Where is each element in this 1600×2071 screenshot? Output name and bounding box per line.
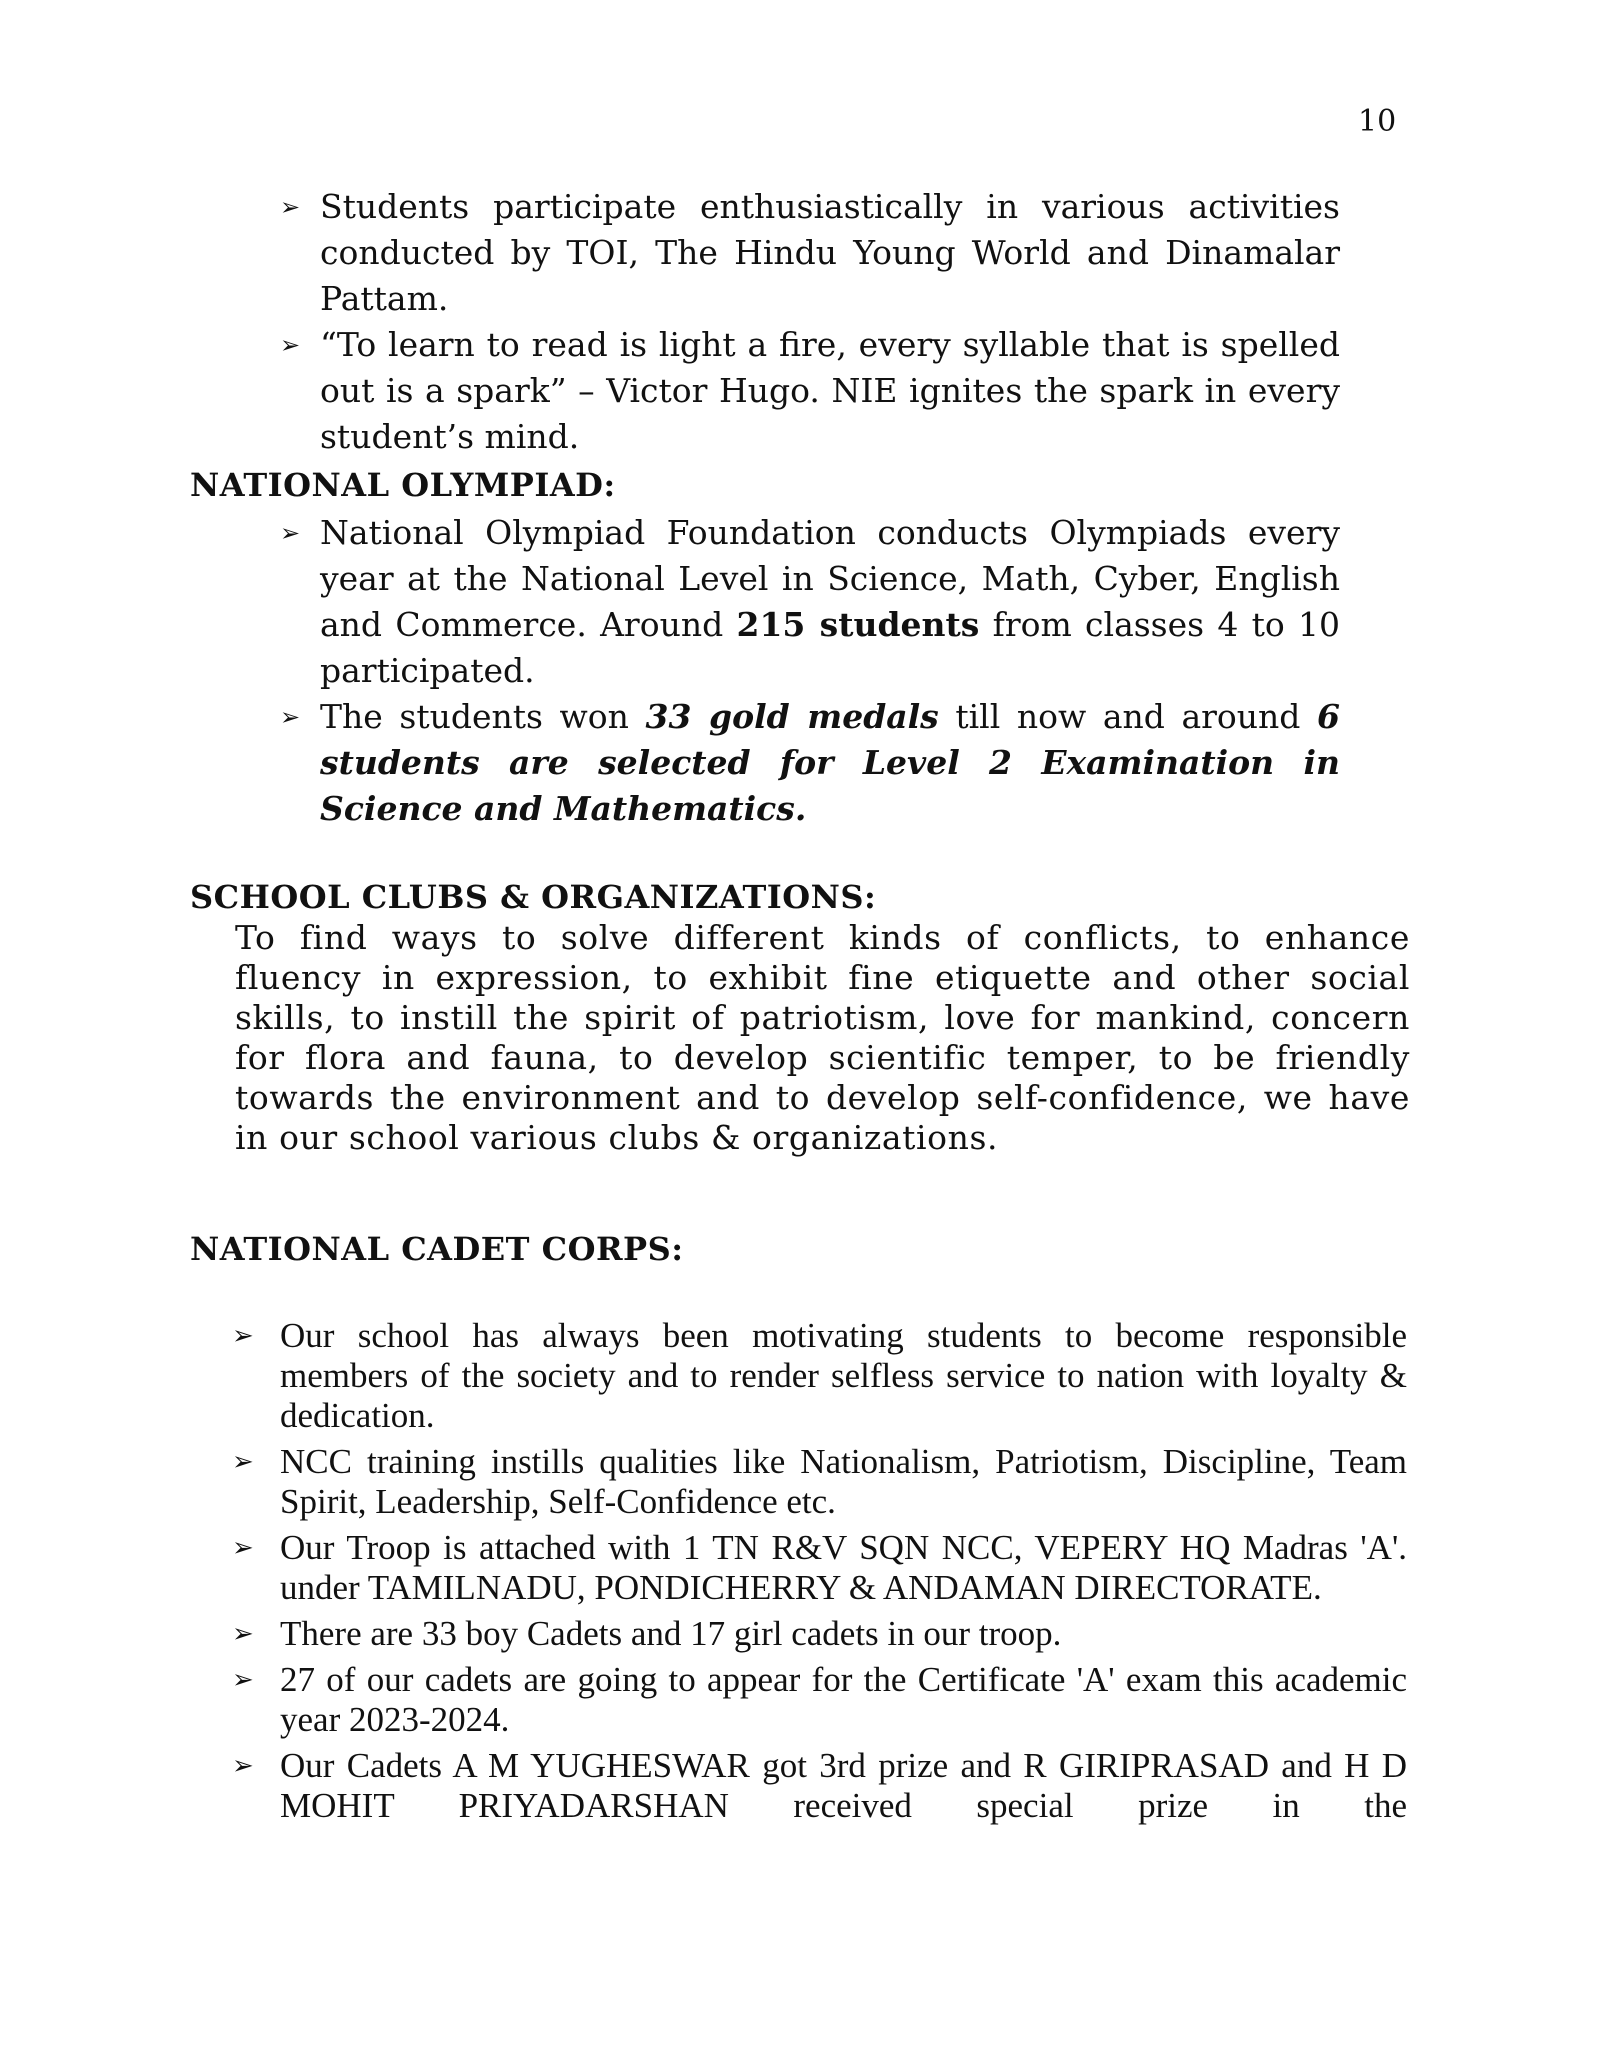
ncc-bullets [232,1316,1407,1832]
olympiad-text: till now and around [938,697,1318,736]
olympiad-student-count: 215 students [736,605,980,644]
olympiad-text: The students won [320,697,646,736]
clubs-paragraph: To find ways to solve different kinds of conflicts, to enhance fluency in expression, to exhibit fine etiquette and other social skills, to instill the spirit of patriotism, love for mankind, concern for flora and fauna, to develop scientific temper, to be friendly towards the environment and to develop self-confidence, we have in our school various clubs & organizations. [235,918,1410,1157]
olympiad-text: National Olympiad Foundation conducts Olympiads every year at the National Level in Science, Math, Cyber, English and Commerce. Around [320,513,1340,644]
arrow-bullet-icon: ➢ [232,1533,254,1562]
arrow-bullet-icon: ➢ [232,1665,254,1694]
clubs-heading: SCHOOL CLUBS & ORGANIZATIONS: [190,878,877,916]
list-item [280,694,1340,832]
arrow-bullet-icon: ➢ [232,1447,254,1476]
list-item [280,322,1340,460]
ncc-bullet-text: 27 of our cadets are going to appear for the Certificate 'A' exam this academic year 2023-2024. [280,1660,1407,1739]
list-item [280,510,1340,694]
ncc-bullet-text: Our school has always been motivating students to become responsible members of the society and to render selfless service to nation with loyalty & dedication. [280,1316,1407,1435]
olympiad-medals: 33 gold medals [645,697,939,736]
arrow-bullet-icon: ➢ [280,193,301,221]
ncc-bullet-text: Our Troop is attached with 1 TN R&V SQN NCC, VEPERY HQ Madras 'A'. under TAMILNADU, PONDICHERRY & ANDAMAN DIRECTORATE. [280,1528,1407,1607]
ncc-bullet-text: Our Cadets A M YUGHESWAR got 3rd prize and R GIRIPRASAD and H D MOHIT PRIYADARSHAN received special prize in the [280,1746,1407,1825]
ncc-heading: NATIONAL CADET CORPS: [190,1230,684,1268]
ncc-bullet-text: NCC training instills qualities like Nationalism, Patriotism, Discipline, Team Spirit, Leadership, Self-Confidence etc. [280,1442,1407,1521]
page-number: 10 [1358,104,1397,139]
nie-bullet-text: Students participate enthusiastically in various activities conducted by TOI, The Hindu Young World and Dinamalar Pattam. [320,187,1340,318]
arrow-bullet-icon: ➢ [232,1751,254,1780]
arrow-bullet-icon: ➢ [280,703,301,731]
list-item [232,1614,1407,1654]
list-item [232,1746,1407,1826]
olympiad-level2: 6 students are selected for Level 2 Examination in Science and Mathematics. [320,697,1340,828]
list-item [232,1316,1407,1436]
arrow-bullet-icon: ➢ [232,1321,254,1350]
nie-bullets [280,184,1340,460]
list-item [232,1442,1407,1522]
olympiad-text: from classes 4 to 10 participated. [320,605,1340,690]
list-item [232,1660,1407,1740]
ncc-bullet-text: There are 33 boy Cadets and 17 girl cadets in our troop. [280,1614,1062,1653]
list-item [280,184,1340,322]
olympiad-heading: NATIONAL OLYMPIAD: [190,466,616,504]
arrow-bullet-icon: ➢ [280,331,301,359]
nie-bullet-text: “To learn to read is light a fire, every syllable that is spelled out is a spark” – Victor Hugo. NIE ignites the spark in every student’s mind. [320,325,1340,456]
olympiad-bullets [280,510,1340,832]
arrow-bullet-icon: ➢ [232,1619,254,1648]
list-item [232,1528,1407,1608]
arrow-bullet-icon: ➢ [280,519,301,547]
